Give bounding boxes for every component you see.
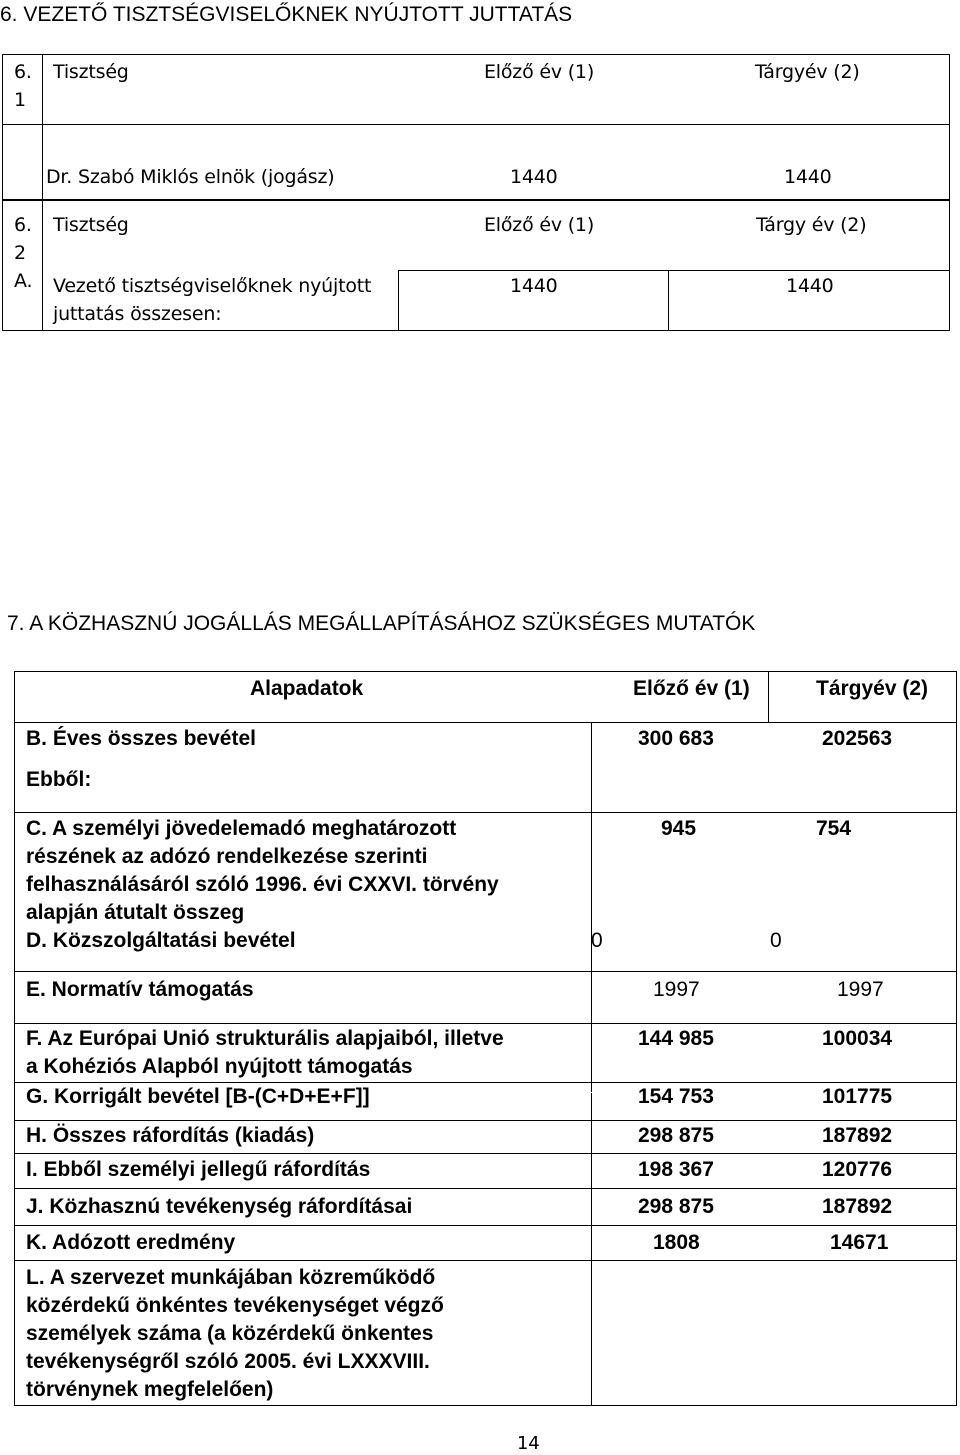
table2-col-prev: Előző év (1)	[484, 214, 595, 236]
table1-col-title: Tisztség	[53, 61, 129, 83]
section-7-title: 7. A KÖZHASZNÚ JOGÁLLÁS MEGÁLLAPÍTÁSÁHOZ SZÜKSÉGES MUTATÓK	[7, 612, 756, 635]
row-i-label: I. Ebből személyi jellegű ráfordítás	[26, 1158, 371, 1181]
row-d-label: D. Közszolgáltatási bevétel	[26, 929, 296, 952]
row-j-curr: 187892	[822, 1195, 893, 1218]
row-l-label: L. A szervezet munkájában közreműködő	[26, 1266, 436, 1289]
row-i-curr: 120776	[822, 1158, 893, 1181]
table1-num-sub: 1	[14, 89, 26, 111]
row-j-label: J. Közhasznú tevékenység ráfordításai	[26, 1195, 413, 1218]
row-l-label-2: közérdekű önkéntes tevékenységet végző	[26, 1294, 444, 1317]
table1-num: 6.	[14, 61, 32, 83]
row-g-prev: 154 753	[638, 1085, 714, 1108]
table1-row-prev: 1440	[510, 166, 558, 188]
row-h-label: H. Összes ráfordítás (kiadás)	[26, 1124, 315, 1147]
row-c-label: C. A személyi jövedelemadó meghatározott	[26, 817, 457, 840]
header-curr: Tárgyév (2)	[816, 677, 929, 700]
row-c-label-2: részének az adózó rendelkezése szerinti	[26, 845, 428, 868]
row-g-curr: 101775	[822, 1085, 893, 1108]
row-j-prev: 298 875	[638, 1195, 714, 1218]
row-b-prev: 300 683	[638, 727, 714, 750]
table1-col-prev: Előző év (1)	[484, 61, 595, 83]
page-number: 14	[517, 1433, 540, 1454]
row-d-curr: 0	[770, 929, 782, 952]
row-l-label-3: személyek száma (a közérdekű önkentes	[26, 1322, 434, 1345]
row-c-prev: 945	[661, 817, 697, 840]
row-k-curr: 14671	[830, 1231, 889, 1254]
row-i-prev: 198 367	[638, 1158, 714, 1181]
table-rule	[42, 54, 43, 200]
row-f-prev: 144 985	[638, 1027, 714, 1050]
row-l-label-4: tevékenységről szóló 2005. évi LXXXVIII.	[26, 1350, 430, 1373]
table2-num-a: A.	[14, 270, 33, 292]
header-prev: Előző év (1)	[633, 677, 750, 700]
table1-col-curr: Tárgyév (2)	[755, 61, 860, 83]
row-k-label: K. Adózott eredmény	[26, 1231, 236, 1254]
table2-num: 6.	[14, 214, 32, 236]
row-c-curr: 754	[816, 817, 852, 840]
row-e-curr: 1997	[837, 978, 884, 1001]
table-rule	[2, 124, 42, 125]
table1-row-curr: 1440	[784, 166, 832, 188]
row-f-label: F. Az Európai Unió strukturális alapjaiból, illetve	[26, 1027, 504, 1050]
table2-col-title: Tisztség	[53, 214, 129, 236]
header-label: Alapadatok	[250, 677, 364, 700]
row-b-label: B. Éves összes bevétel	[26, 727, 256, 750]
row-f-label-2: a Kohéziós Alapból nyújtott támogatás	[26, 1055, 413, 1078]
table2-sum-curr: 1440	[786, 275, 834, 297]
table2-sum-label: Vezető tisztségviselőknek nyújtott	[53, 275, 372, 297]
row-b-curr: 202563	[822, 727, 893, 750]
row-h-curr: 187892	[822, 1124, 893, 1147]
row-c-label-3: felhasználásáról szóló 1996. évi CXXVI. törvény	[26, 873, 499, 896]
row-f-curr: 100034	[822, 1027, 893, 1050]
row-k-prev: 1808	[653, 1231, 700, 1254]
table2-sum-label-2: juttatás összesen:	[53, 303, 222, 325]
row-e-prev: 1997	[653, 978, 700, 1001]
table2-sum-prev: 1440	[510, 275, 558, 297]
row-g-label: G. Korrigált bevétel [B-(C+D+E+F]]	[26, 1085, 370, 1108]
row-d-prev: 0	[591, 929, 603, 952]
table2-num-sub: 2	[14, 242, 26, 264]
row-l-label-5: törvénynek megfelelően)	[26, 1378, 274, 1401]
table2-col-curr: Tárgy év (2)	[756, 214, 867, 236]
row-c-label-4: alapján átutalt összeg	[26, 901, 245, 924]
table1-row-name: Dr. Szabó Miklós elnök (jogász)	[46, 166, 335, 188]
row-e-label: E. Normatív támogatás	[26, 978, 254, 1001]
row-h-prev: 298 875	[638, 1124, 714, 1147]
section-6-title: 6. VEZETŐ TISZTSÉGVISELŐKNEK NYÚJTOTT JUTTATÁS	[0, 3, 573, 26]
row-ebbol-label: Ebből:	[26, 768, 92, 791]
